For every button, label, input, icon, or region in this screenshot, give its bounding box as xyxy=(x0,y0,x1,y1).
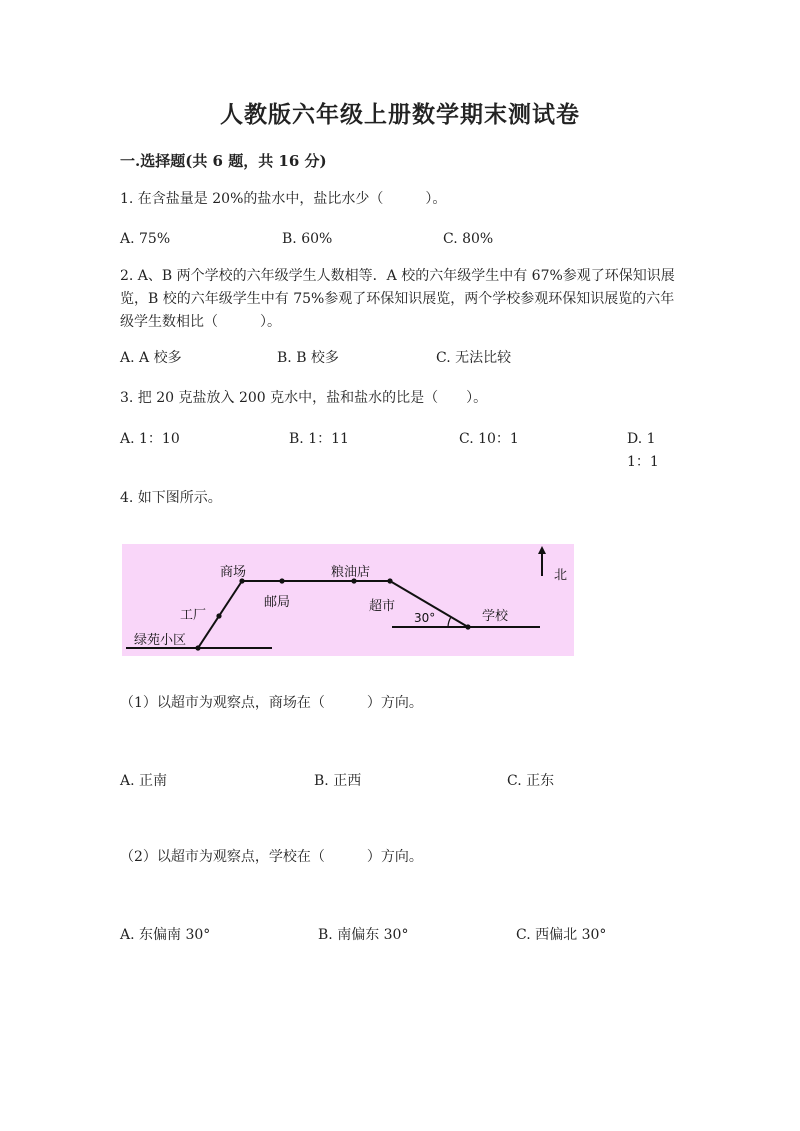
question-2-option-c: C. 无法比较 xyxy=(436,350,512,366)
question-3-option-c: C. 10：1 xyxy=(459,431,519,447)
map-label-north: 北 xyxy=(554,568,568,583)
map-label-post-office: 邮局 xyxy=(264,595,291,610)
question-1-option-a: A. 75% xyxy=(120,231,171,247)
subquestion-2-text: （2）以超市为观察点，学校在（ ）方向。 xyxy=(120,849,423,865)
section-heading: 一.选择题(共 6 题，共 16 分) xyxy=(120,152,327,170)
question-3-option-a: A. 1：10 xyxy=(120,431,180,447)
map-label-mall: 商场 xyxy=(220,565,247,580)
direction-map-figure xyxy=(122,544,574,656)
subquestion-2-option-a: A. 东偏南 30° xyxy=(120,927,211,943)
subquestion-1-option-b: B. 正西 xyxy=(314,773,362,789)
map-label-school: 学校 xyxy=(482,609,509,624)
subquestion-2-option-c: C. 西偏北 30° xyxy=(516,927,607,943)
map-label-supermarket: 超市 xyxy=(369,599,396,614)
subquestion-2-option-b: B. 南偏东 30° xyxy=(318,927,409,943)
question-1-option-c: C. 80% xyxy=(443,231,494,247)
question-2-option-b: B. B 校多 xyxy=(277,350,339,366)
subquestion-1-option-c: C. 正东 xyxy=(507,773,555,789)
question-2-text: 2. A、B 两个学校的六年级学生人数相等．A 校的六年级学生中有 67%参观了环保知识展览，B 校的六年级学生中有 75%参观了环保知识展览，两个学校参观环保知识展览的六年级学生数相比（ ）。 xyxy=(120,268,675,330)
map-label-angle: 30° xyxy=(414,611,436,625)
map-label-community: 绿苑小区 xyxy=(134,633,187,648)
question-3-text: 3. 把 20 克盐放入 200 克水中，盐和盐水的比是（ ）。 xyxy=(120,390,488,406)
question-3-option-b: B. 1：11 xyxy=(289,431,349,447)
subquestion-1-option-a: A. 正南 xyxy=(120,773,168,789)
map-label-grain-shop: 粮油店 xyxy=(331,565,371,580)
question-1-option-b: B. 60% xyxy=(282,231,333,247)
question-2-option-a: A. A 校多 xyxy=(120,350,182,366)
subquestion-1-text: （1）以超市为观察点，商场在（ ）方向。 xyxy=(120,695,423,711)
north-arrow-icon xyxy=(538,546,546,576)
page-title: 人教版六年级上册数学期末测试卷 xyxy=(220,101,580,128)
question-1-text: 1. 在含盐量是 20%的盐水中，盐比水少（ ）。 xyxy=(120,191,447,207)
map-label-factory: 工厂 xyxy=(180,608,207,623)
question-3-option-d: D. 11：1 xyxy=(627,431,659,470)
question-4-text: 4. 如下图所示。 xyxy=(120,490,222,506)
